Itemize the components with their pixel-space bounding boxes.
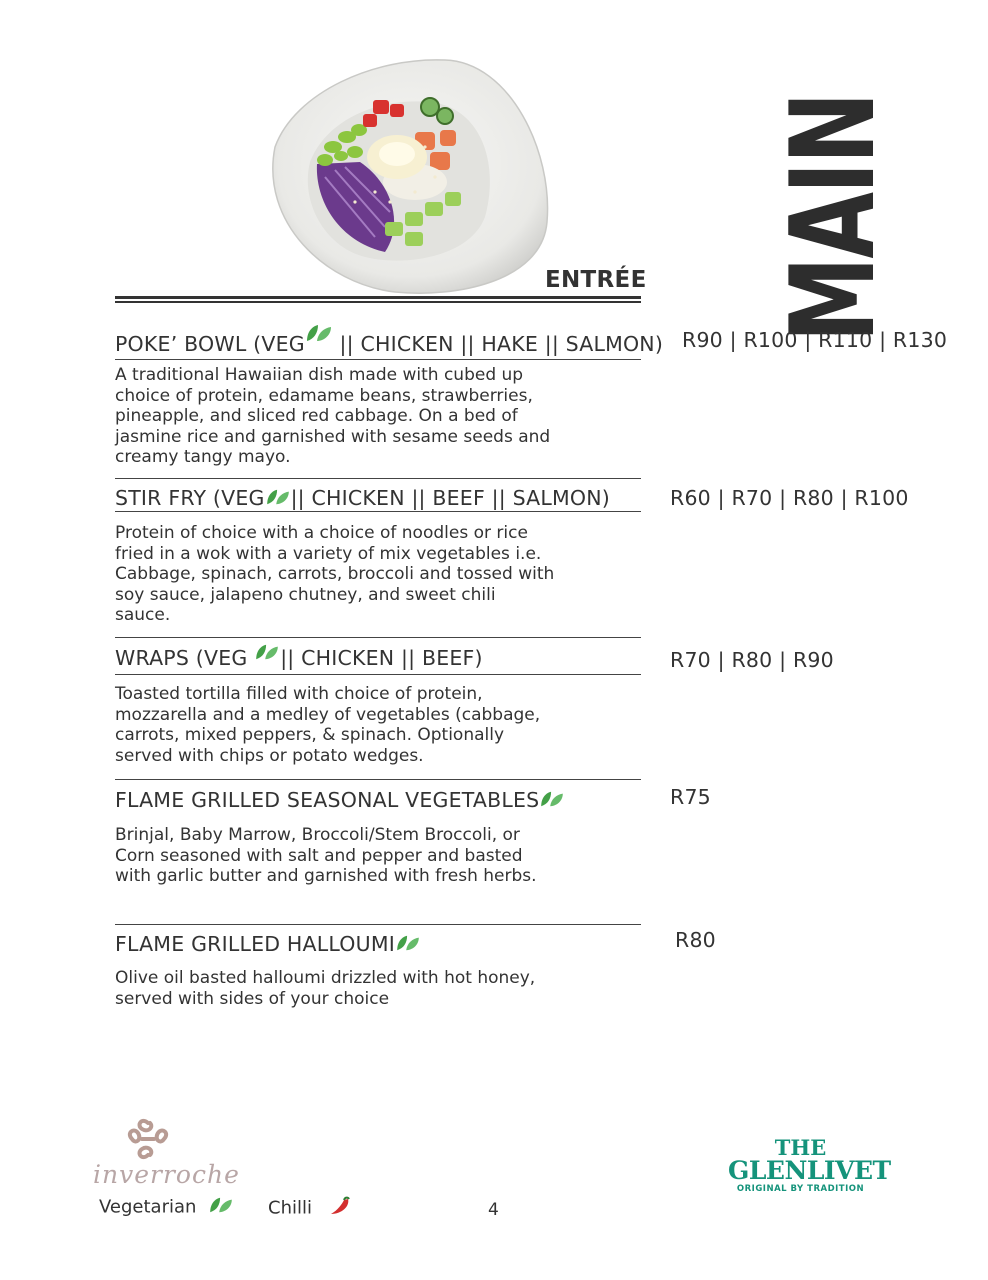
chilli-icon xyxy=(328,1196,352,1221)
leaf-icon xyxy=(395,933,421,957)
category-title xyxy=(766,93,902,343)
header-divider xyxy=(115,296,641,303)
legend-chilli-label: Chilli xyxy=(268,1197,312,1219)
item-divider xyxy=(115,779,641,780)
inverroche-wordmark: inverroche xyxy=(93,1160,240,1189)
item-divider xyxy=(115,637,641,638)
leaf-icon xyxy=(265,487,291,511)
menu-item-price: R90 | R100 | R110 | R130 xyxy=(682,328,948,352)
menu-item-title xyxy=(115,332,663,358)
leaf-icon xyxy=(539,789,565,813)
menu-item-title-text: || CHICKEN || BEEF || SALMON) xyxy=(290,486,610,510)
menu-item-title-text: || CHICKEN || HAKE || SALMON) xyxy=(332,332,664,356)
title-underline xyxy=(115,511,641,512)
legend-vegetarian xyxy=(99,1196,234,1219)
menu-item-title xyxy=(115,788,565,813)
leaf-icon xyxy=(208,1196,234,1219)
sponsor-the: THE xyxy=(774,1135,827,1160)
leaf-icon xyxy=(305,323,333,348)
glenlivet-logo xyxy=(728,1135,891,1194)
sponsor-name: GLENLIVET xyxy=(728,1156,891,1185)
menu-item-title-text: STIR FRY (VEG xyxy=(115,486,265,510)
legend-chilli xyxy=(268,1196,352,1221)
menu-item-description: Brinjal, Baby Marrow, Broccoli/Stem Broccoli, or Corn seasoned with salt and pepper and basted with garlic butter and garnished with fresh herbs. xyxy=(115,825,537,887)
item-divider xyxy=(115,924,641,925)
sponsor-tagline: ORIGINAL BY TRADITION xyxy=(736,1184,865,1194)
menu-item-title xyxy=(115,646,483,671)
menu-item-title xyxy=(115,932,421,957)
poke-bowl-photo xyxy=(255,52,555,298)
menu-item-description: Protein of choice with a choice of noodles or rice fried in a wok with a variety of mix vegetables i.e. Cabbage, spinach, carrots, broccoli and tossed with soy sauce, jalapeno chutney, and sweet chili sauce. xyxy=(115,523,555,626)
menu-item-description: A traditional Hawaiian dish made with cubed up choice of protein, edamame beans, strawberries, pineapple, and sliced red cabbage. On a bed of jasmine rice and garnished with sesame seeds and creamy tangy mayo. xyxy=(115,365,551,468)
legend-vegetarian-label: Vegetarian xyxy=(99,1196,197,1218)
menu-item-title-text: FLAME GRILLED HALLOUMI xyxy=(115,932,395,956)
section-title: ENTRÉE xyxy=(545,267,647,293)
menu-item-description: Toasted tortilla filled with choice of protein, mozzarella and a medley of vegetables (cabbage, carrots, mixed peppers, & spinach. Optionally served with chips or potato wedges. xyxy=(115,684,541,766)
menu-item-title-text: || CHICKEN || BEEF) xyxy=(280,646,483,670)
menu-item-title-text: FLAME GRILLED SEASONAL VEGETABLES xyxy=(115,788,540,812)
menu-item-price: R60 | R70 | R80 | R100 xyxy=(670,486,909,510)
menu-item-title-text: POKE’ BOWL (VEG xyxy=(115,332,305,356)
menu-item-title-text: WRAPS (VEG xyxy=(115,646,255,670)
item-divider xyxy=(115,478,641,479)
page-number: 4 xyxy=(488,1200,499,1220)
category-title-text: MAIN xyxy=(766,93,902,343)
title-underline xyxy=(115,674,641,675)
menu-item-price: R80 xyxy=(675,928,716,952)
title-underline xyxy=(115,359,641,360)
leaf-icon xyxy=(254,642,280,666)
menu-item-price: R70 | R80 | R90 xyxy=(670,648,834,672)
menu-item-title xyxy=(115,486,610,511)
menu-item-description: Olive oil basted halloumi drizzled with hot honey, served with sides of your choice xyxy=(115,968,536,1009)
menu-item-price: R75 xyxy=(670,785,711,809)
